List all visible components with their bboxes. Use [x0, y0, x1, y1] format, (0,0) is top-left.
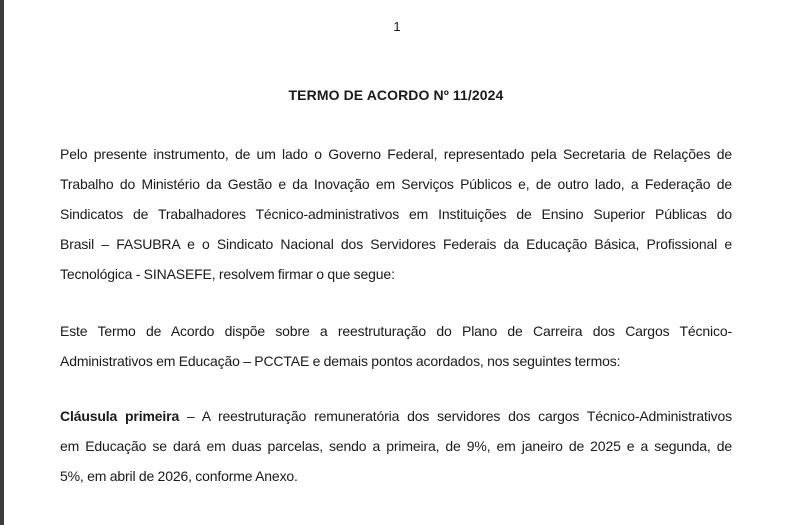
document-title: TERMO DE ACORDO Nº 11/2024 [288, 87, 504, 103]
page-number: 1 [393, 19, 401, 34]
paragraph-line: Trabalho do Ministério da Gestão e da Inovação em Serviços Públicos e, de outro lado, a Federação de [60, 176, 732, 192]
paragraph-line [60, 401, 732, 431]
paragraph-line: Tecnológica - SINASEFE, resolvem firmar o que segue: [60, 266, 395, 282]
paragraph-line: Administrativos em Educação – PCCTAE e demais pontos acordados, nos seguintes termos: [60, 353, 621, 369]
paragraph-line: Sindicatos de Trabalhadores Técnico-administrativos em Instituições de Ensino Superior Públicas do [60, 206, 732, 222]
paragraph-preamble [60, 139, 732, 289]
paragraph-line: Este Termo de Acordo dispõe sobre a reestruturação do Plano de Carreira dos Cargos Técnico- [60, 323, 732, 339]
paragraph-line: Brasil – FASUBRA e o Sindicato Nacional dos Servidores Federais da Educação Básica, Profissional e [60, 236, 732, 252]
document-page [4, 0, 790, 525]
clause-heading: Cláusula primeira [60, 408, 180, 424]
paragraph-clause-one [60, 401, 732, 491]
paragraph-line: em Educação se dará em duas parcelas, sendo a primeira, de 9%, em janeiro de 2025 e a segunda, de [60, 438, 732, 454]
paragraph-line: 5%, em abril de 2026, conforme Anexo. [60, 468, 298, 484]
clause-text: – A reestruturação remuneratória dos servidores dos cargos Técnico-Administrativos [179, 408, 733, 424]
paragraph-scope [60, 316, 732, 376]
paragraph-line: Pelo presente instrumento, de um lado o Governo Federal, representado pela Secretaria de Relações de [60, 146, 732, 162]
